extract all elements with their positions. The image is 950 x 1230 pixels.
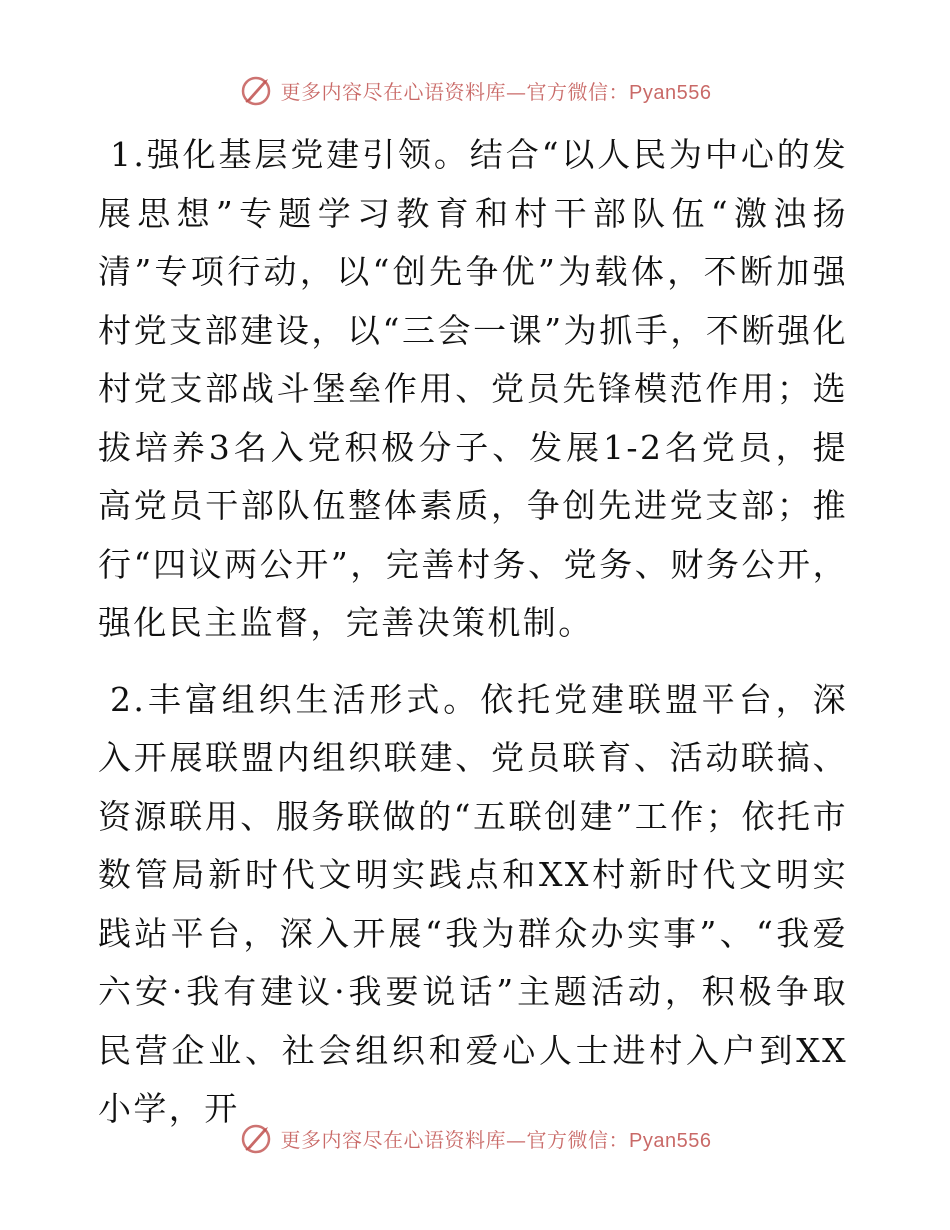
paragraph-2: 2.丰富组织生活形式。依托党建联盟平台，深入开展联盟内组织联建、党员联育、活动联搞、资源联用、服务联做的“五联创建”工作；依托市数管局新时代文明实践点和XX村新时代文明实践站平台，深入开展“我为群众办实事”、“我爱六安·我有建议·我要说话”主题活动，积极争取民营企业、社会组织和爱心人士进村入户到XX小学，开: [98, 679, 848, 1128]
paragraph-1: 1.强化基层党建引领。结合“以人民为中心的发展思想”专题学习教育和村干部队伍“激浊扬清”专项行动，以“创先争优”为载体，不断加强村党支部建设，以“三会一课”为抓手，不断强化村党支部战斗堡垒作用、党员先锋模范作用；选拔培养3名入党积极分子、发展1-2名党员，提高党员干部队伍整体素质，争创先进党支部；推行“四议两公开”，完善村务、党务、财务公开，强化民主监督，完善决策机制。: [98, 135, 848, 642]
footer-watermark: [0, 1118, 950, 1158]
document-body: [98, 126, 848, 1139]
header-watermark: [0, 70, 950, 110]
footer-watermark-text: 更多内容尽在心语资料库—官方微信：Pyan556: [280, 1127, 712, 1152]
quill-pen-logo-icon: [239, 1120, 275, 1156]
header-watermark-text: 更多内容尽在心语资料库—官方微信：Pyan556: [280, 79, 712, 104]
quill-pen-logo-icon: [239, 72, 275, 108]
